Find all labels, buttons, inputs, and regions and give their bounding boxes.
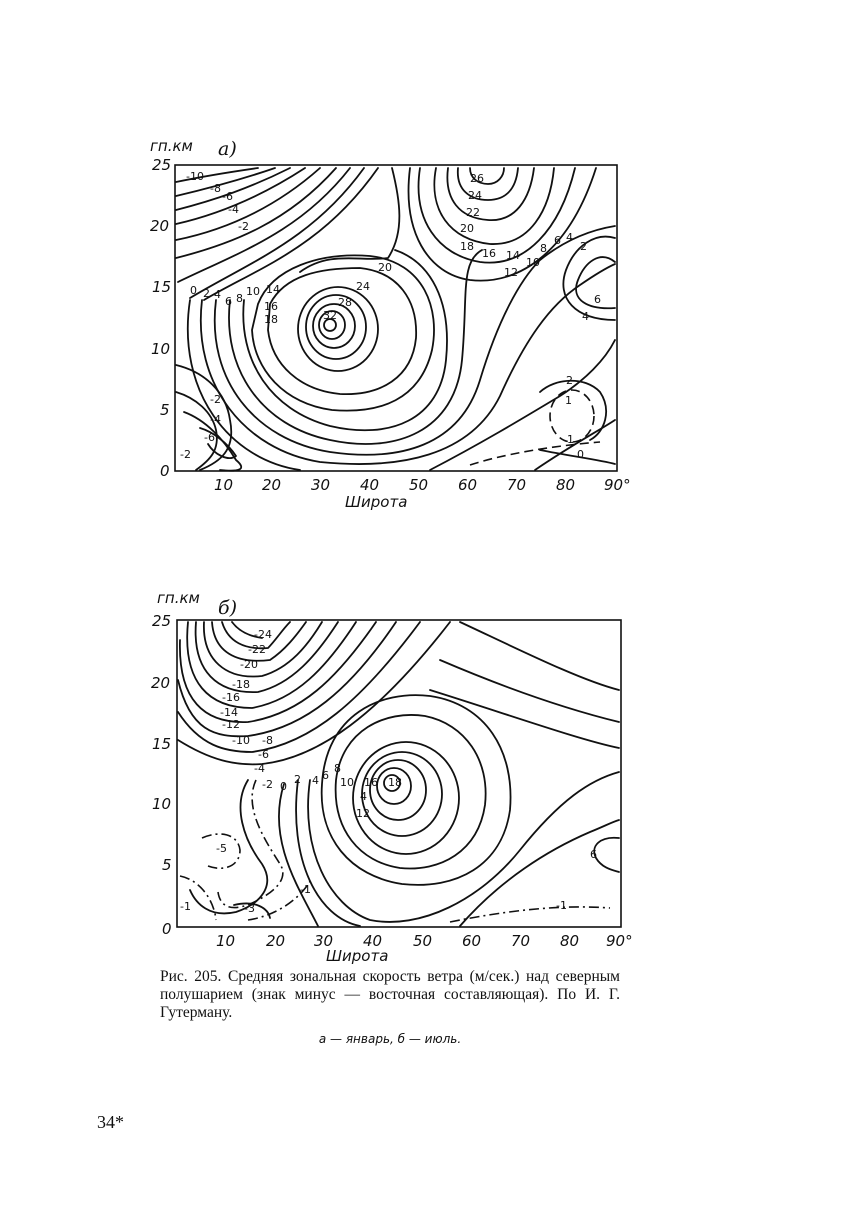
- y-tick: 5: [162, 856, 172, 874]
- contour-label: 12: [356, 807, 370, 820]
- contour-label: 14: [266, 283, 280, 296]
- contour-label: -16: [222, 691, 240, 704]
- contour-label: 16: [482, 247, 496, 260]
- caption-text: Рис. 205. Средняя зональная скорость ветра (м/сек.) над северным полушарием (знак минус — восточная составляющая). По И. Г. Гутерману.: [160, 968, 620, 1021]
- contour-label: 2: [203, 287, 210, 300]
- x-tick: 70: [511, 932, 531, 950]
- y-tick: 0: [162, 920, 172, 938]
- contour-label: 8: [236, 292, 243, 305]
- contour-label: 4: [582, 310, 589, 323]
- panel-letter: б): [218, 597, 238, 619]
- contour-label: -2: [180, 448, 191, 461]
- contour-label: 18: [388, 776, 402, 789]
- contour-label: -1: [180, 900, 191, 913]
- contour-label: 16: [364, 776, 378, 789]
- x-tick: 50: [413, 932, 433, 950]
- contour-label: 10: [246, 285, 260, 298]
- contour-label: -2: [210, 393, 221, 406]
- x-axis: [216, 932, 633, 950]
- contour-label: 28: [338, 296, 352, 309]
- panel-letter: а): [218, 138, 237, 160]
- y-tick: 15: [152, 735, 172, 753]
- contour-labels: [180, 628, 597, 915]
- contour-label: 10: [526, 256, 540, 269]
- contour-label: -22: [248, 643, 266, 656]
- x-tick: 30: [314, 932, 334, 950]
- contour-label: -3: [244, 902, 255, 915]
- contour-label: 26: [470, 172, 484, 185]
- contour-label: 6: [322, 769, 329, 782]
- contour-label: 4: [214, 288, 221, 301]
- x-tick: 10: [216, 932, 236, 950]
- contour-label: 10: [340, 776, 354, 789]
- contour-label: -6: [258, 748, 269, 761]
- contour-label: -12: [222, 718, 240, 731]
- x-tick: 60: [462, 932, 482, 950]
- y-tick: 20: [150, 217, 170, 235]
- contour-label: 20: [378, 261, 392, 274]
- x-tick: 30: [311, 476, 331, 494]
- contour-label: -24: [254, 628, 272, 641]
- contour-label: 1: [565, 394, 572, 407]
- contour-label: 24: [356, 280, 370, 293]
- contour-label: 6: [594, 293, 601, 306]
- contour-label: 0: [577, 448, 584, 461]
- contour-label: 6: [225, 295, 232, 308]
- y-tick: 10: [151, 340, 171, 358]
- contour-label: -5: [216, 842, 227, 855]
- x-axis-title-b: Широта: [326, 947, 389, 965]
- contour-label: -1: [300, 883, 311, 896]
- contour-label: 4: [312, 774, 319, 787]
- contour-label: -4: [228, 203, 239, 216]
- x-tick: 90°: [606, 932, 633, 950]
- contour-line: [450, 907, 610, 922]
- contour-label: 18: [460, 240, 474, 253]
- page-number: 34*: [97, 1112, 124, 1132]
- contour-label: 6: [554, 234, 561, 247]
- contour-label: -4: [254, 762, 265, 775]
- contour-line: [362, 752, 442, 836]
- contour-label: -8: [262, 734, 273, 747]
- contour-label: -2: [262, 778, 273, 791]
- contour-line: [190, 780, 267, 913]
- contour-label: 16: [264, 300, 278, 313]
- x-tick: 40: [360, 476, 380, 494]
- contour-label: 18: [264, 313, 278, 326]
- contour-line: [308, 772, 619, 922]
- x-tick: 50: [409, 476, 429, 494]
- y-unit-label: гп.км: [157, 589, 200, 607]
- y-tick: 5: [160, 401, 170, 419]
- contour-label: 2: [294, 773, 301, 786]
- contour-label: -10: [186, 170, 204, 183]
- y-tick: 0: [160, 462, 170, 480]
- contour-label: 0: [190, 284, 197, 297]
- x-tick: 60: [458, 476, 478, 494]
- x-tick: 40: [363, 932, 383, 950]
- x-tick: 80: [556, 476, 576, 494]
- y-tick: 15: [152, 278, 172, 296]
- contour-line: [594, 838, 619, 872]
- contour-label: -14: [220, 706, 238, 719]
- contour-label: 8: [540, 242, 547, 255]
- contour-label: -10: [232, 734, 250, 747]
- contour-label: -8: [210, 182, 221, 195]
- contour-label: -6: [204, 431, 215, 444]
- x-tick: 20: [266, 932, 286, 950]
- contour-label: 22: [466, 206, 480, 219]
- contour-line: [180, 876, 216, 920]
- y-tick: 25: [152, 156, 172, 174]
- contour-label: 6: [590, 848, 597, 861]
- contour-line: [430, 690, 619, 748]
- contour-label: -20: [240, 658, 258, 671]
- contour-line: [440, 660, 619, 722]
- contour-line: [460, 622, 619, 690]
- y-tick: 20: [151, 674, 171, 692]
- contour-label: 2: [580, 240, 587, 253]
- y-axis: [151, 612, 172, 938]
- contour-label: 12: [504, 266, 518, 279]
- y-unit-label: гп.км: [150, 137, 193, 155]
- contour-label: 2: [566, 374, 573, 387]
- y-tick: 25: [152, 612, 172, 630]
- contour-label: 24: [468, 189, 482, 202]
- figure-caption: [160, 968, 620, 1048]
- contour-line: [279, 784, 318, 926]
- caption-legend: а — январь, б — июль.: [318, 1032, 462, 1046]
- contour-label: 1: [567, 433, 574, 446]
- contour-label: -4: [210, 413, 221, 426]
- x-axis-title: Широта: [345, 493, 408, 511]
- x-tick: 20: [262, 476, 282, 494]
- contour-label: -1: [556, 899, 567, 912]
- contour-label: 4: [566, 231, 573, 244]
- contour-label: 8: [334, 762, 341, 775]
- contour-label: 20: [460, 222, 474, 235]
- contour-label: 32: [323, 309, 337, 322]
- x-tick: 80: [560, 932, 580, 950]
- contour-line: [460, 820, 619, 926]
- contour-line: [322, 695, 511, 885]
- contour-label: -2: [238, 220, 249, 233]
- contour-label: 4: [360, 790, 367, 803]
- y-tick: 10: [152, 795, 172, 813]
- contour-label: 0: [280, 780, 287, 793]
- x-tick: 90°: [604, 476, 631, 494]
- contour-label: -18: [232, 678, 250, 691]
- x-tick: 10: [214, 476, 234, 494]
- contour-label: 14: [506, 249, 520, 262]
- contour-label: -6: [222, 190, 233, 203]
- x-tick: 70: [507, 476, 527, 494]
